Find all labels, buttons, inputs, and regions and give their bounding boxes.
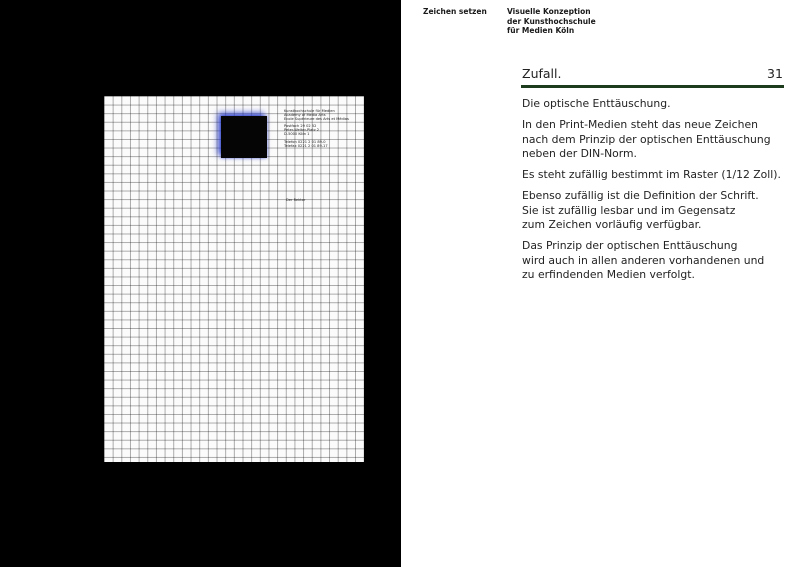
header-title-line: für Medien Köln: [507, 26, 575, 35]
letterhead-line: Academy of Media Arts: [284, 113, 326, 118]
text-line: Die optische Enttäuschung.: [522, 97, 671, 110]
paragraph: [522, 189, 792, 232]
header-title-line: der Kunsthochschule: [507, 16, 596, 26]
letterhead-line: Kunsthochschule für Medien: [284, 109, 335, 113]
paragraph: [522, 118, 792, 161]
letterhead-line: Postfach 29 02 52: [284, 124, 317, 129]
letterhead-signoff: Der Rektor: [286, 198, 306, 202]
text-line: Ebenso zufällig ist die Definition der Schrift.: [522, 189, 759, 203]
text-line: Das Prinzip der optischen Enttäuschung: [522, 239, 738, 253]
running-header-section: Zeichen setzen: [423, 7, 487, 16]
body-text: [522, 97, 792, 289]
heading-rule: [521, 85, 784, 88]
letterhead-line: Telefon 0221 2 01 89-0: [284, 139, 326, 144]
text-line: Sie ist zufällig lesbar und im Gegensatz: [522, 203, 736, 217]
running-header-title: [507, 7, 596, 36]
logo-square: [221, 116, 267, 158]
text-line: In den Print-Medien steht das neue Zeichen: [522, 118, 758, 132]
letterhead-text: [284, 109, 362, 148]
letterhead-line: Ecole Supérieure des Arts et Médias: [284, 117, 349, 122]
text-line: wird auch in allen anderen vorhandenen und: [522, 253, 765, 267]
letterhead-line: Telefax 0221 2 01 89-17: [284, 143, 328, 148]
right-page: [401, 0, 800, 567]
letterhead-grid-sheet: [104, 96, 364, 462]
text-line: nach dem Prinzip der optischen Enttäuschung: [522, 132, 771, 146]
paragraph: [522, 168, 792, 182]
header-title-line: Visuelle Konzeption: [507, 7, 591, 16]
paragraph: [522, 239, 792, 282]
page-number: 31: [767, 66, 783, 81]
text-line: zu erfindenden Medien verfolgt.: [522, 267, 695, 281]
chapter-title: Zufall.: [522, 66, 562, 81]
text-line: Es steht zufällig bestimmt im Raster (1/12 Zoll).: [522, 168, 781, 182]
paragraph: [522, 97, 792, 111]
text-line: zum Zeichen vorläufig verfügbar.: [522, 218, 702, 232]
text-line: neben der DIN-Norm.: [522, 146, 637, 160]
letterhead-line: D-5000 Köln 1: [284, 132, 310, 137]
letterhead-line: Peter-Welter-Platz 2: [284, 128, 320, 133]
